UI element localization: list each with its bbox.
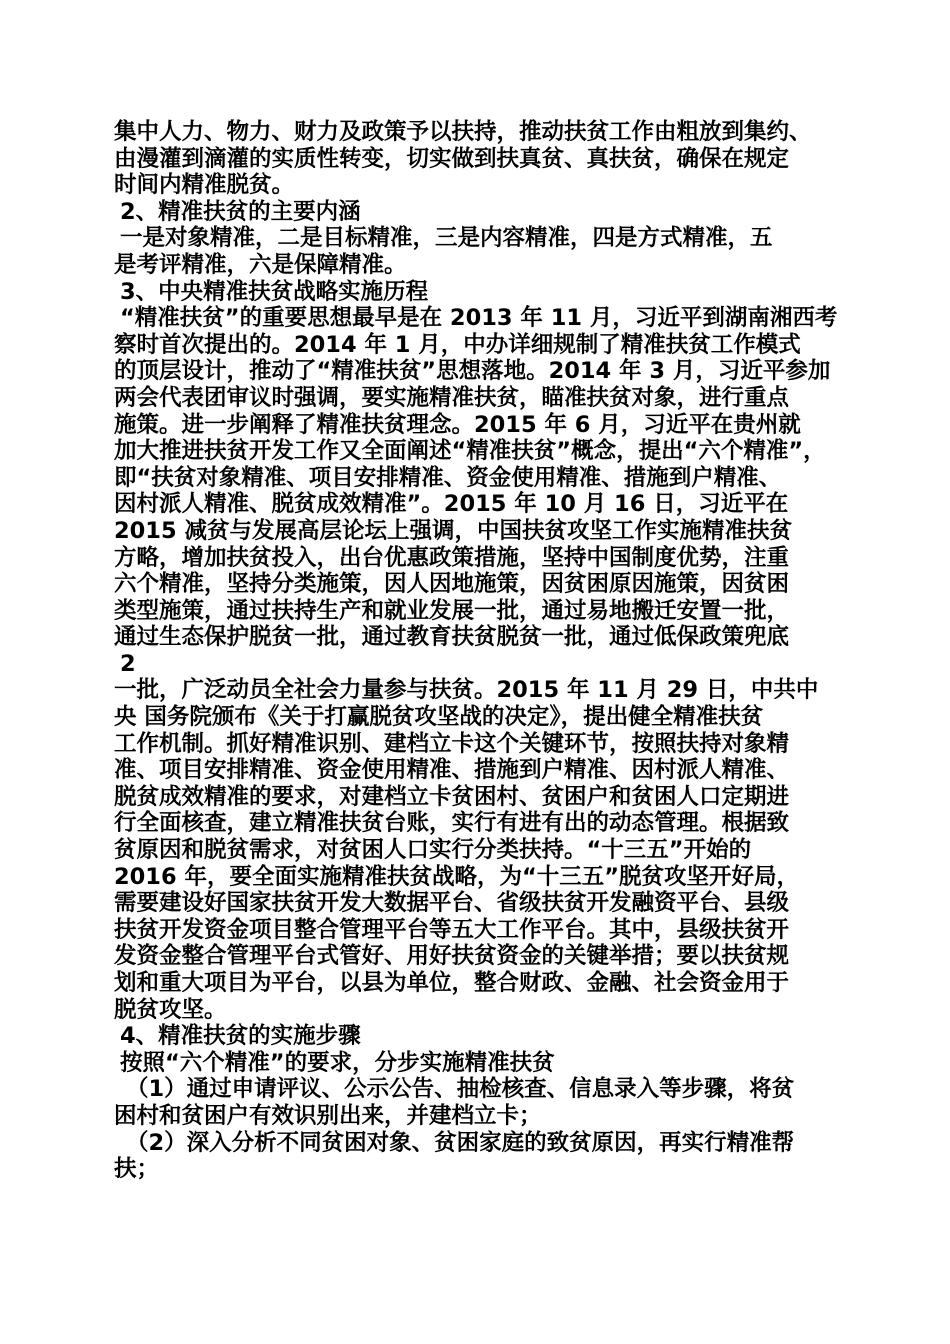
text-line: 一是对象精准，二是目标精准，三是内容精准，四是方式精准，五: [120, 225, 773, 252]
text-line: 加大推进扶贫开发工作又全面阐述“精准扶贫”概念，提出“六个精准”，: [114, 438, 826, 465]
text-line: 即“扶贫对象精准、项目安排精准、资金使用精准、措施到户精准、: [114, 464, 782, 491]
list-item-2: （2）深入分析不同贫困对象、贫困家庭的致贫原因，再实行精准帮: [126, 1129, 795, 1156]
text-line: 困村和贫困户有效识别出来，并建档立卡；: [114, 1102, 542, 1129]
text-line: 通过生态保护脱贫一批，通过教育扶贫脱贫一批，通过低保政策兜底: [114, 624, 790, 651]
text-line: 按照“六个精准”的要求，分步实施精准扶贫: [120, 1049, 555, 1076]
list-item-1: （1）通过申请评议、公示公告、抽检核查、信息录入等步骤，将贫: [126, 1076, 795, 1103]
text-line: 扶贫开发资金项目整合管理平台等五大工作平台。其中，县级扶贫开: [114, 916, 790, 943]
text-line: 方略，增加扶贫投入，出台优惠政策措施，坚持中国制度优势，注重: [114, 544, 790, 571]
text-line: 由漫灌到滴灌的实质性转变，切实做到扶真贫、真扶贫，确保在规定: [114, 145, 790, 172]
text-line: 的顶层设计，推动了“精准扶贫”思想落地。2014 年 3 月，习近平参加: [114, 358, 831, 385]
text-line: 工作机制。抓好精准识别、建档立卡这个关键环节，按照扶持对象精: [114, 730, 790, 757]
text-line: 发资金整合管理平台式管好、用好扶贫资金的关键举措；要以扶贫规: [114, 943, 790, 970]
text-line: 脱贫攻坚。: [114, 996, 227, 1023]
text-line: 是考评精准，六是保障精准。: [114, 251, 407, 278]
section-heading-2: 2、精准扶贫的主要内涵: [120, 198, 361, 225]
text-line: 2015 减贫与发展高层论坛上强调，中国扶贫攻坚工作实施精准扶贫: [114, 517, 792, 544]
text-line: 央 国务院颁布《关于打赢脱贫攻坚战的决定》，提出健全精准扶贫: [114, 704, 764, 731]
text-line: 察时首次提出的。2014 年 1 月，中办详细规制了精准扶贫工作模式: [114, 331, 801, 358]
text-line: 贫原因和脱贫需求，对贫困人口实行分类扶持。“十三五”开始的: [114, 837, 752, 864]
text-line: 类型施策，通过扶持生产和就业发展一批，通过易地搬迁安置一批，: [114, 597, 790, 624]
text-line: 两会代表团审议时强调，要实施精准扶贫，瞄准扶贫对象，进行重点: [114, 384, 790, 411]
text-line: 准、项目安排精准、资金使用精准、措施到户精准、因村派人精准、: [114, 757, 790, 784]
text-line: 需要建设好国家扶贫开发大数据平台、省级扶贫开发融资平台、县级: [114, 890, 790, 917]
text-line: 划和重大项目为平台，以县为单位，整合财政、金融、社会资金用于: [114, 970, 790, 996]
text-line: 脱贫成效精准的要求，对建档立卡贫困村、贫困户和贫困人口定期进: [114, 783, 790, 810]
text-line: 2016 年，要全面实施精准扶贫战略，为“十三五”脱贫攻坚开好局，: [114, 863, 800, 890]
text-line: “精准扶贫”的重要思想最早是在 2013 年 11 月，习近平到湖南湘西考: [120, 305, 838, 332]
section-heading-3: 3、中央精准扶贫战略实施历程: [120, 278, 429, 305]
text-line: 施策。进一步阐释了精准扶贫理念。2015 年 6 月，习近平在贵州就: [114, 411, 801, 438]
text-line: 因村派人精准、脱贫成效精准”。2015 年 10 月 16 日，习近平在: [114, 491, 789, 518]
text-line: 时间内精准脱贫。: [114, 172, 295, 199]
text-line: 一批，广泛动员全社会力量参与扶贫。2015 年 11 月 29 日，中共中: [114, 677, 819, 704]
page-number: 2: [120, 650, 136, 677]
section-heading-4: 4、精准扶贫的实施步骤: [120, 1023, 361, 1050]
text-line: 六个精准，坚持分类施策，因人因地施策，因贫困原因施策，因贫困: [114, 571, 790, 598]
text-line: 扶；: [114, 1156, 160, 1183]
text-line: 集中人力、物力、财力及政策予以扶持，推动扶贫工作由粗放到集约、: [114, 119, 812, 145]
text-line: 行全面核查，建立精准扶贫台账，实行有进有出的动态管理。根据致: [114, 810, 790, 837]
